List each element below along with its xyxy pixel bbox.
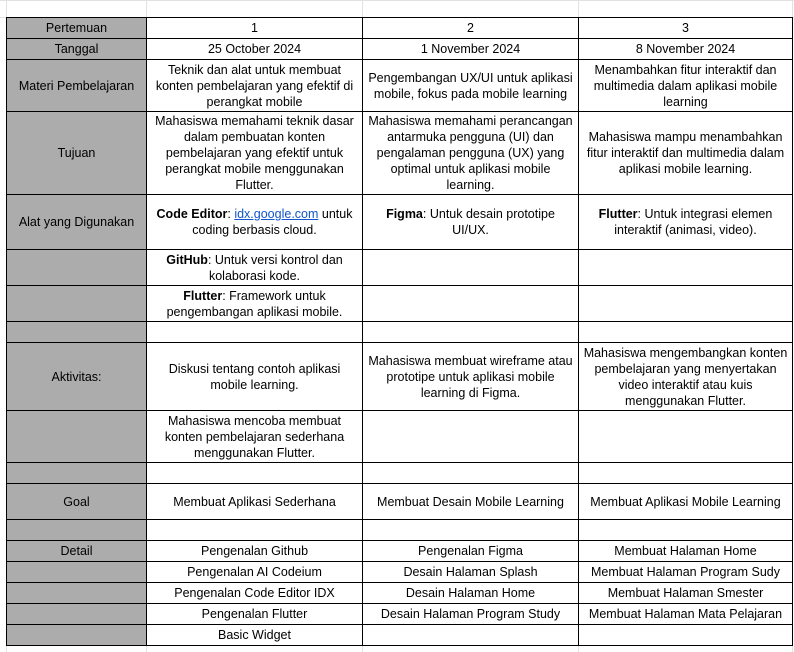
empty-cell[interactable] <box>363 250 579 286</box>
detail-2-3[interactable]: Desain Halaman Home <box>363 583 579 604</box>
label-tanggal[interactable]: Tanggal <box>7 39 147 60</box>
label-goal[interactable]: Goal <box>7 484 147 520</box>
meeting-1[interactable]: 1 <box>147 18 363 39</box>
row-detail <box>7 562 793 583</box>
label-empty[interactable] <box>7 322 147 343</box>
meeting-3[interactable]: 3 <box>579 18 793 39</box>
empty-cell[interactable] <box>363 463 579 484</box>
detail-1-4[interactable]: Pengenalan Flutter <box>147 604 363 625</box>
label-empty[interactable] <box>7 604 147 625</box>
tool-name-flutter-3: Flutter <box>598 207 638 221</box>
empty-cell[interactable] <box>363 286 579 322</box>
empty-cell[interactable] <box>579 625 793 646</box>
empty-cell[interactable] <box>579 411 793 463</box>
tool-desc-figma: : Untuk desain prototipe UI/UX. <box>422 207 555 237</box>
date-3[interactable]: 8 November 2024 <box>579 39 793 60</box>
aktivitas-1[interactable]: Diskusi tentang contoh aplikasi mobile learning. <box>147 343 363 411</box>
tool-name-figma: Figma <box>386 207 423 221</box>
row-tanggal <box>7 39 793 60</box>
detail-1-5[interactable]: Basic Widget <box>147 625 363 646</box>
row-empty <box>7 463 793 484</box>
tool-name-github: GitHub <box>166 252 208 267</box>
empty-cell[interactable] <box>579 463 793 484</box>
row-alat-flutter <box>7 286 793 322</box>
label-empty[interactable] <box>7 250 147 286</box>
date-2[interactable]: 1 November 2024 <box>363 39 579 60</box>
date-1[interactable]: 25 October 2024 <box>147 39 363 60</box>
label-empty[interactable] <box>7 520 147 541</box>
meeting-2[interactable]: 2 <box>363 18 579 39</box>
detail-3-3[interactable]: Membuat Halaman Smester <box>579 583 793 604</box>
alat-3[interactable] <box>579 195 793 250</box>
alat-1[interactable]: Code Editor: idx.google.com untuk coding berbasis cloud. <box>147 195 363 250</box>
tujuan-3[interactable]: Mahasiswa mampu menambahkan fitur interaktif dan multimedia dalam aplikasi mobile learning. <box>579 112 793 195</box>
row-empty <box>7 520 793 541</box>
empty-cell[interactable] <box>579 250 793 286</box>
tool-name-flutter: Flutter <box>183 288 223 303</box>
materi-2[interactable]: Pengembangan UX/UI untuk aplikasi mobile, fokus pada mobile learning <box>363 60 579 112</box>
empty-cell[interactable] <box>363 625 579 646</box>
row-detail <box>7 583 793 604</box>
detail-1-3[interactable]: Pengenalan Code Editor IDX <box>147 583 363 604</box>
detail-2-1[interactable]: Pengenalan Figma <box>363 541 579 562</box>
empty-cell[interactable] <box>147 520 363 541</box>
empty-cell[interactable] <box>579 286 793 322</box>
aktivitas-2[interactable]: Mahasiswa membuat wireframe atau prototipe untuk aplikasi mobile learning di Figma. <box>363 343 579 411</box>
label-empty[interactable] <box>7 286 147 322</box>
materi-3[interactable]: Menambahkan fitur interaktif dan multimedia dalam aplikasi mobile learning <box>579 60 793 112</box>
lesson-plan-table <box>6 17 793 646</box>
label-empty[interactable] <box>7 411 147 463</box>
materi-1[interactable]: Teknik dan alat untuk membuat konten pembelajaran yang efektif di perangkat mobile <box>147 60 363 112</box>
detail-1-2[interactable]: Pengenalan AI Codeium <box>147 562 363 583</box>
detail-3-1[interactable]: Membuat Halaman Home <box>579 541 793 562</box>
empty-cell[interactable] <box>579 520 793 541</box>
tool-desc-flutter: : Framework untuk pengembangan aplikasi mobile. <box>166 288 343 319</box>
row-goal <box>7 484 793 520</box>
empty-cell[interactable] <box>147 463 363 484</box>
label-detail[interactable]: Detail <box>7 541 147 562</box>
empty-cell[interactable] <box>363 411 579 463</box>
tool-desc-code-editor: untuk coding berbasis cloud. <box>192 207 353 237</box>
row-aktivitas-extra <box>7 411 793 463</box>
row-pertemuan <box>7 18 793 39</box>
row-tujuan <box>7 112 793 195</box>
tujuan-2[interactable]: Mahasiswa memahami perancangan antarmuka pengguna (UI) dan pengalaman pengguna (UX) yang optimal untuk aplikasi mobile learning. <box>363 112 579 195</box>
empty-cell[interactable] <box>363 520 579 541</box>
detail-3-4[interactable]: Membuat Halaman Mata Pelajaran <box>579 604 793 625</box>
alat-github[interactable] <box>147 250 363 286</box>
label-empty[interactable] <box>7 583 147 604</box>
row-alat <box>7 195 793 250</box>
detail-1-1[interactable]: Pengenalan Github <box>147 541 363 562</box>
label-empty[interactable] <box>7 625 147 646</box>
goal-1[interactable]: Membuat Aplikasi Sederhana <box>147 484 363 520</box>
row-detail <box>7 541 793 562</box>
tool-name-code-editor: Code Editor <box>156 207 228 221</box>
row-aktivitas <box>7 343 793 411</box>
empty-cell[interactable] <box>363 322 579 343</box>
empty-cell[interactable] <box>147 322 363 343</box>
row-materi <box>7 60 793 112</box>
tujuan-1[interactable]: Mahasiswa memahami teknik dasar dalam pembuatan konten pembelajaran yang efektif untuk perangkat mobile menggunakan Flutter. <box>147 112 363 195</box>
idx-link[interactable]: idx.google.com <box>234 207 319 221</box>
goal-3[interactable]: Membuat Aplikasi Mobile Learning <box>579 484 793 520</box>
tool-desc-github: : Untuk versi kontrol dan kolaborasi kode. <box>207 252 343 283</box>
tool-desc-flutter-3: : Untuk integrasi elemen interaktif (animasi, video). <box>614 207 773 237</box>
alat-flutter[interactable] <box>147 286 363 322</box>
row-detail <box>7 604 793 625</box>
empty-cell[interactable] <box>579 322 793 343</box>
label-empty[interactable] <box>7 463 147 484</box>
aktivitas-3[interactable]: Mahasiswa mengembangkan konten pembelajaran yang menyertakan video interaktif atau kuis menggunakan Flutter. <box>579 343 793 411</box>
row-empty <box>7 322 793 343</box>
row-alat-github <box>7 250 793 286</box>
label-pertemuan[interactable]: Pertemuan <box>7 18 147 39</box>
aktivitas-extra[interactable]: Mahasiswa mencoba membuat konten pembelajaran sederhana menggunakan Flutter. <box>147 411 363 463</box>
alat-2[interactable] <box>363 195 579 250</box>
label-alat[interactable]: Alat yang Digunakan <box>7 195 147 250</box>
label-aktivitas[interactable]: Aktivitas: <box>7 343 147 411</box>
row-detail <box>7 625 793 646</box>
label-tujuan[interactable]: Tujuan <box>7 112 147 195</box>
goal-2[interactable]: Membuat Desain Mobile Learning <box>363 484 579 520</box>
detail-2-2[interactable]: Desain Halaman Splash <box>363 562 579 583</box>
detail-3-2[interactable]: Membuat Halaman Program Sudy <box>579 562 793 583</box>
label-empty[interactable] <box>7 562 147 583</box>
detail-2-4[interactable]: Desain Halaman Program Study <box>363 604 579 625</box>
label-materi[interactable]: Materi Pembelajaran <box>7 60 147 112</box>
